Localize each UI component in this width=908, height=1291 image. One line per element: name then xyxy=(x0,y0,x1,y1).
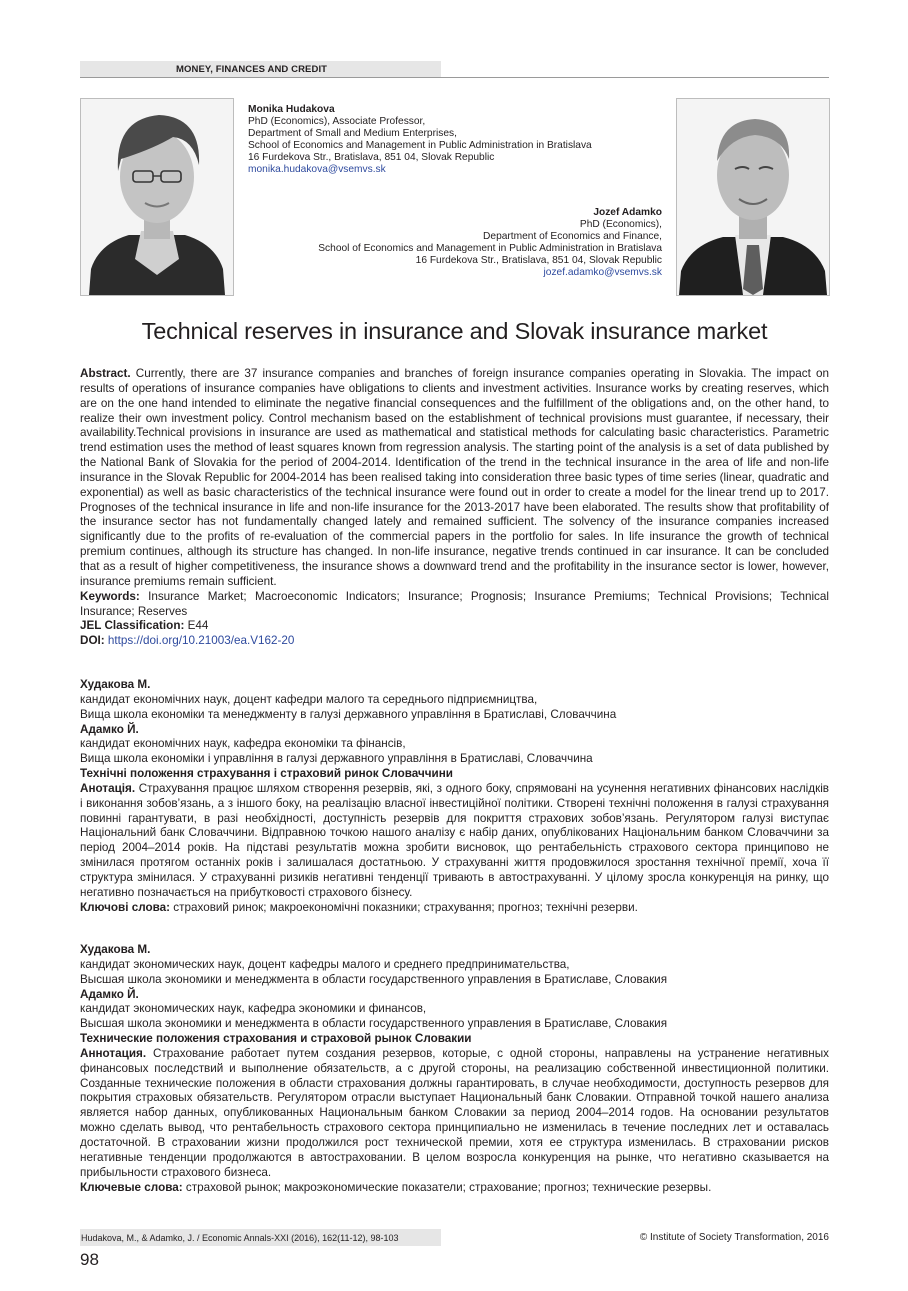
author-affiliation-line: PhD (Economics), Associate Professor, xyxy=(248,115,426,127)
keywords-label: Ключові слова: xyxy=(80,900,171,914)
ukrainian-abstract-section xyxy=(80,678,829,916)
author-affiliation-line: кандидат экономических наук, кафедра экономики и финансов, xyxy=(80,1002,427,1016)
author-name: Jozef Adamko xyxy=(593,207,662,218)
author-affiliation-line: 16 Furdekova Str., Bratislava, 851 04, Slovak Republic xyxy=(248,151,495,163)
jel-label: JEL Classification: xyxy=(80,619,185,633)
author-info-hudakova xyxy=(248,104,668,175)
translated-title: Технические положения страхования и страховой рынок Словакии xyxy=(80,1032,472,1046)
author-name: Адамко Й. xyxy=(80,987,139,1001)
abstract-paragraph xyxy=(80,782,829,901)
author-email-link[interactable]: monika.hudakova@vsemvs.sk xyxy=(248,163,386,175)
doi-line xyxy=(80,634,829,649)
author-affiliation-line: School of Economics and Management in Public Administration in Bratislava xyxy=(318,242,662,254)
doi-label: DOI: xyxy=(80,634,105,648)
author-affiliation-line: School of Economics and Management in Public Administration in Bratislava xyxy=(248,139,592,151)
page-number: 98 xyxy=(80,1250,99,1269)
article-title: Technical reserves in insurance and Slovak insurance market xyxy=(141,318,768,344)
author-affiliation-line: PhD (Economics), xyxy=(579,218,662,230)
keywords-text: Insurance Market; Macroeconomic Indicators; Insurance; Prognosis; Insurance Premiums; Technical Provisions; Technical Insurance; Reserves xyxy=(80,589,829,618)
keywords-label: Ключевые слова: xyxy=(80,1180,183,1194)
jel-classification xyxy=(80,619,829,634)
abstract-label: Аннотация. xyxy=(80,1046,147,1060)
abstract-label: Abstract. xyxy=(80,367,131,380)
keywords-text: страховой рынок; макроэкономические показатели; страхование; прогноз; технические резервы. xyxy=(185,1180,712,1194)
keywords-paragraph xyxy=(80,590,829,620)
author-affiliation-line: кандидат экономических наук, доцент кафедры малого и среднего предпринимательства, xyxy=(80,957,570,971)
abstract-text: Currently, there are 37 insurance companies and branches of foreign insurance companies operating in Slovakia. The impact on results of operations of insurance companies have obligations to clients and investment activities. Insurance works by creating reserves, which are on the one hand intended to eliminate the negative financial consequences and the fulfillment of the obligations and, on the other hand, to realize their own investment policy. Control mechanism based on the establishment of technical provisions must guarantee, if necessary, their availability.Technical provisions in insurance are used as mathematical and statistical methods for calculating basic characteristics. Parametric trend estimation uses the method of least squares known from regression analysis. The starting point of the analysis is a set of data published by the National Bank of Slovakia for the period of 2004-2014. Identification of the trend in the technical insurance in the area of life and non-life insurance in the Slovak Republic for 2004-2014 has been realised taking into consideration three basic types of time series (linear, quadratic and exponential) as well as basic characteristics of the technical insurance were found out in order to create a model for the linear trend up to 2017. Prognoses of the technical insurance in life and non-life insurance for the 2013-2017 have been elaborated. The results show that profitability of the insurance sector has not fundamentally changed lately and remained sufficient. The solvency of the insurance companies increased significantly due to the profits of re-evaluation of the commercial papers in the portfolio for sales. In life insurance the growth of technical premium continues, although its structure has changed. In non-life insurance, negative trends continued in car insurance. It can be concluded that as a result of higher competitiveness, the insurance shows a downward trend and the profitability in the insurance sector is lower, however, insurance premiums remain sufficient. xyxy=(80,367,829,588)
jel-text: E44 xyxy=(187,619,209,633)
keywords-paragraph xyxy=(80,1181,829,1196)
header-divider xyxy=(80,77,829,78)
abstract-label: Анотація. xyxy=(80,781,136,795)
keywords-label: Keywords: xyxy=(80,589,140,603)
author-info-adamko xyxy=(242,207,662,278)
author-affiliation-line: кандидат економічних наук, кафедра економіки та фінансів, xyxy=(80,737,406,751)
abstract-text: Страхование работает путем создания резервов, которые, с одной стороны, направлены на устранение негативных финансовых последствий и выполнение обязательств, а с другой стороны, на реализацию собственной инвестиционной политики. Созданные технические положения в области страхования должны гарантировать, в случае необходимости, доступность резервов для покрытия страховых обязательств. Регулятором отрасли выступает Национальный банк Словакии. Отправной точкой нашего анализа является набор данных, опубликованных Национальным банком Словакии за период 2004–2014 годов. На основании результатов можно сделать вывод, что рентабельность страхового сектора принципиально не изменилась в течение последних лет и оставалась достаточной. В страховании жизни продолжился рост технической премии, хотя ее структура изменилась. В страховании рисков негативные тенденции продолжаются в автостраховании. В целом возросла конкуренция на рынке, что негативно сказывается на прибыльности страхового бизнеса. xyxy=(80,1046,829,1179)
keywords-text: страховий ринок; макроекономічні показники; страхування; прогноз; технічні резерви. xyxy=(173,900,638,914)
author-name: Monika Hudakova xyxy=(248,104,335,115)
footer-citation: Hudakova, M., & Adamko, J. / Economic Annals-XXI (2016), 162(11-12), 98-103 xyxy=(81,1233,399,1243)
translated-title: Технічні положення страхування і страховий ринок Словаччини xyxy=(80,767,453,781)
abstract-paragraph xyxy=(80,367,829,590)
author-affiliation-line: Высшая школа экономики и менеджмента в области государственного управления в Братиславе, Словакия xyxy=(80,972,668,986)
russian-abstract-section xyxy=(80,943,829,1195)
author-name: Худакова М. xyxy=(80,943,151,956)
author-affiliation-line: Department of Small and Medium Enterprises, xyxy=(248,127,457,139)
doi-link[interactable]: https://doi.org/10.21003/ea.V162-20 xyxy=(107,634,295,648)
author-affiliation-line: Department of Economics and Finance, xyxy=(483,230,662,242)
author-affiliation-line: Высшая школа экономики и менеджмента в области государственного управления в Братиславе, Словакия xyxy=(80,1017,668,1031)
author-name: Адамко Й. xyxy=(80,722,139,736)
author-affiliation-line: кандидат економічних наук, доцент кафедри малого та середнього підприємництва, xyxy=(80,692,538,706)
section-header: MONEY, FINANCES AND CREDIT xyxy=(176,64,328,75)
author-photo-adamko xyxy=(676,98,830,296)
author-name: Худакова М. xyxy=(80,678,151,691)
english-abstract-section xyxy=(80,367,829,649)
footer-copyright: © Institute of Society Transformation, 2016 xyxy=(639,1232,829,1243)
author-photo-hudakova xyxy=(80,98,234,296)
author-affiliation-line: 16 Furdekova Str., Bratislava, 851 04, Slovak Republic xyxy=(415,254,662,266)
author-affiliation-line: Вища школа економіки та менеджменту в галузі державного управління в Братиславі, Словаччина xyxy=(80,707,617,721)
keywords-paragraph xyxy=(80,901,829,916)
author-affiliation-line: Вища школа економіки і управління в галузі державного управління в Братиславі, Словаччина xyxy=(80,752,593,766)
abstract-text: Страхування працює шляхом створення резервів, які, з одного боку, спрямовані на усунення негативних фінансових наслідків і виконання зобов’язань, а з іншого боку, на реалізацію власної інвестиційної політики. Створені технічні положення в галузі страхування повинні гарантувати, в разі необхідності, доступність резервів для покриття страхових зобов’язань. Регулятором галузі виступає Національний банк Словаччини. Відправною точкою нашого аналізу є набір даних, опублікованих Національним банком Словаччини за період 2004–2014 років. На підставі результатів можна зробити висновок, що рентабельність страхового сектора принципово не змінилася протягом останніх років і залишалася достатньою. У страхуванні життя продовжилося зростання технічної премії, хоча її структура змінилася. У страхуванні ризиків негативні тенденції тривають в автострахуванні. У цілому зросла конкуренція на ринку, що негативно позначається на прибутковості страхового бізнесу. xyxy=(80,781,829,899)
abstract-paragraph xyxy=(80,1047,829,1181)
author-email-link[interactable]: jozef.adamko@vsemvs.sk xyxy=(543,266,662,278)
